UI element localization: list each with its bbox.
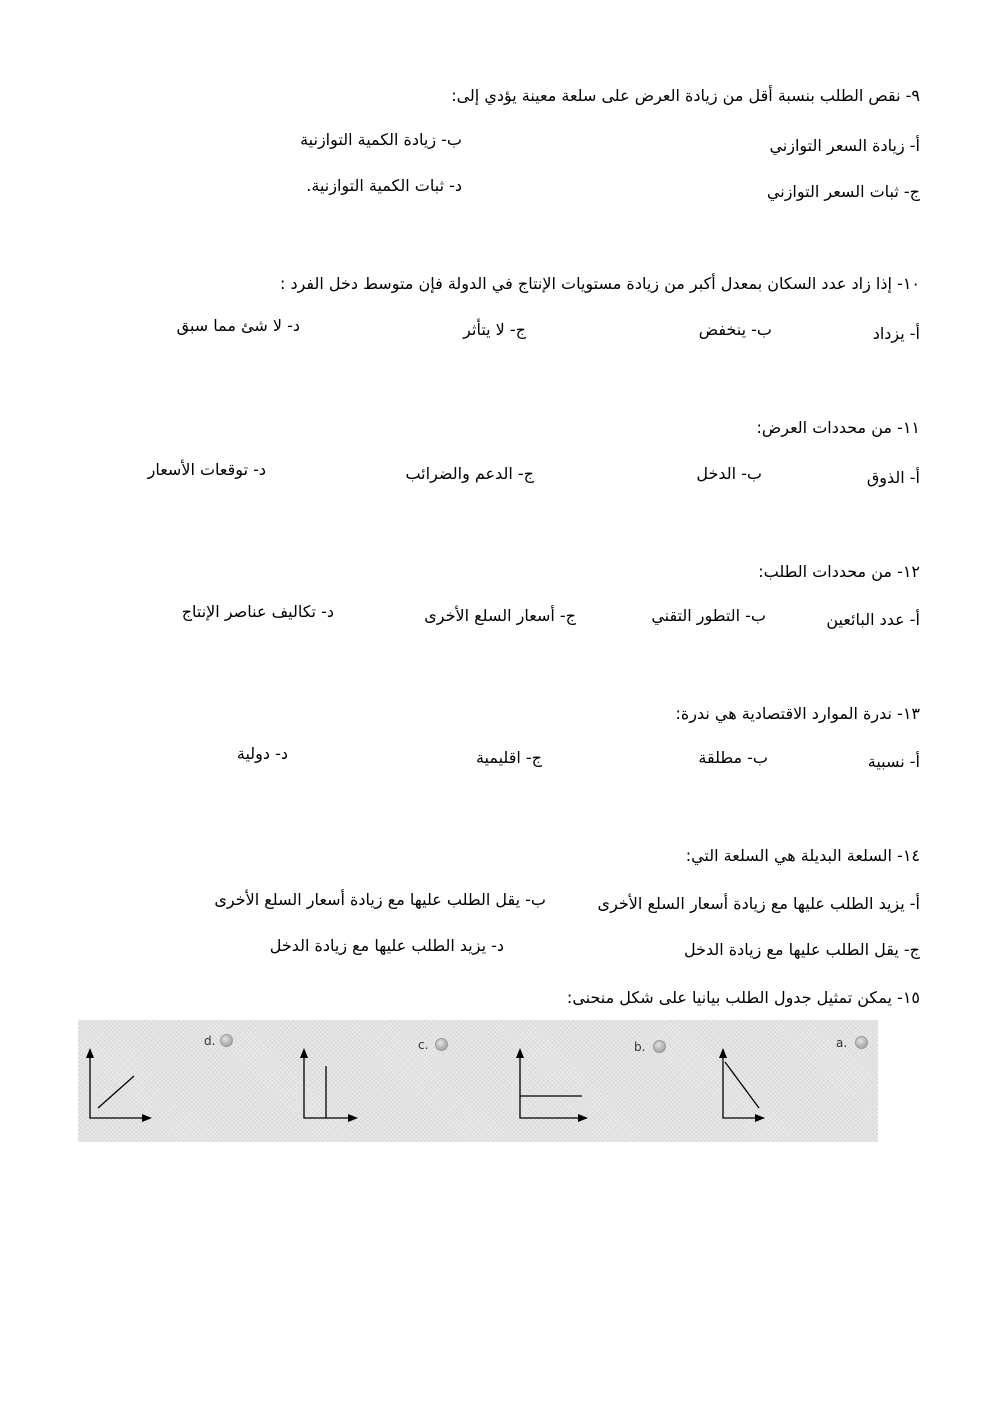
graph-d-curve — [98, 1076, 134, 1108]
choice-a-label: a. — [836, 1036, 848, 1050]
q10-option-a: أ- يزداد — [872, 324, 920, 343]
graph-c-vertical — [296, 1044, 366, 1124]
graph-b-x-arrow — [578, 1114, 588, 1122]
q10-option-d: د- لا شئ مما سبق — [176, 316, 300, 335]
q12-option-a: أ- عدد البائعين — [826, 610, 920, 629]
q9-option-b: ب- زيادة الكمية التوازنية — [300, 130, 462, 149]
q11-option-d: د- توقعات الأسعار — [147, 460, 266, 479]
question-14-text: ١٤- السلعة البديلة هي السلعة التي: — [685, 846, 920, 865]
q11-option-a: أ- الذوق — [866, 468, 920, 487]
choice-c-label: c. — [418, 1038, 429, 1052]
choice-b-radio[interactable] — [653, 1040, 666, 1053]
q12-option-d: د- تكاليف عناصر الإنتاج — [181, 602, 334, 621]
choice-d-radio[interactable] — [220, 1034, 233, 1047]
question-12-text: ١٢- من محددات الطلب: — [758, 562, 920, 581]
graph-a-axes — [723, 1054, 759, 1118]
q10-option-b: ب- ينخفض — [698, 320, 772, 339]
question-13-text: ١٣- ندرة الموارد الاقتصادية هي ندرة: — [675, 704, 920, 723]
q13-option-d: د- دولية — [236, 744, 288, 763]
q11-option-c: ج- الدعم والضرائب — [405, 464, 534, 483]
q9-option-c: ج- ثبات السعر التوازني — [766, 182, 920, 201]
question-10-text: ١٠- إذا زاد عدد السكان بمعدل أكبر من زيادة مستويات الإنتاج في الدولة فإن متوسط دخل الفرد : — [279, 274, 920, 293]
choice-a-radio[interactable] — [855, 1036, 868, 1049]
graph-b-y-arrow — [516, 1048, 524, 1058]
graph-a-curve — [725, 1062, 759, 1108]
graph-c-x-arrow — [348, 1114, 358, 1122]
graph-d-upward-sloping — [82, 1044, 162, 1124]
q12-option-b: ب- التطور التقني — [651, 606, 766, 625]
graph-c-y-arrow — [300, 1048, 308, 1058]
q9-option-a: أ- زيادة السعر التوازني — [769, 136, 920, 155]
question-9-text: ٩- نقص الطلب بنسبة أقل من زيادة العرض على سلعة معينة يؤدي إلى: — [451, 86, 920, 105]
q10-option-c: ج- لا يتأثر — [463, 320, 526, 339]
graph-a-y-arrow — [719, 1048, 727, 1058]
q12-option-c: ج- أسعار السلع الأخرى — [424, 606, 576, 625]
graph-d-y-arrow — [86, 1048, 94, 1058]
graph-b-horizontal — [512, 1044, 592, 1124]
question-15-text: ١٥- يمكن تمثيل جدول الطلب بيانيا على شكل منحنى: — [566, 988, 920, 1007]
q14-option-b: ب- يقل الطلب عليها مع زيادة أسعار السلع الأخرى — [214, 890, 546, 909]
choice-c-radio[interactable] — [435, 1038, 448, 1051]
q9-option-d: د- ثبات الكمية التوازنية. — [306, 176, 462, 195]
graph-d-x-arrow — [142, 1114, 152, 1122]
q11-option-b: ب- الدخل — [696, 464, 762, 483]
graph-a-x-arrow — [755, 1114, 765, 1122]
q13-option-a: أ- نسبية — [867, 752, 920, 771]
q13-option-c: ج- اقليمية — [475, 748, 542, 767]
choice-b-label: b. — [634, 1040, 646, 1054]
graph-a-downward-sloping — [715, 1044, 765, 1124]
q13-option-b: ب- مطلقة — [698, 748, 768, 767]
graph-c-axes — [304, 1054, 352, 1118]
choice-d-label: d. — [204, 1034, 216, 1048]
q14-option-d: د- يزيد الطلب عليها مع زيادة الدخل — [269, 936, 504, 955]
q14-option-c: ج- يقل الطلب عليها مع زيادة الدخل — [683, 940, 920, 959]
graph-b-axes — [520, 1054, 582, 1118]
q14-option-a: أ- يزيد الطلب عليها مع زيادة أسعار السلع الأخرى — [597, 894, 920, 913]
question-11-text: ١١- من محددات العرض: — [756, 418, 920, 437]
